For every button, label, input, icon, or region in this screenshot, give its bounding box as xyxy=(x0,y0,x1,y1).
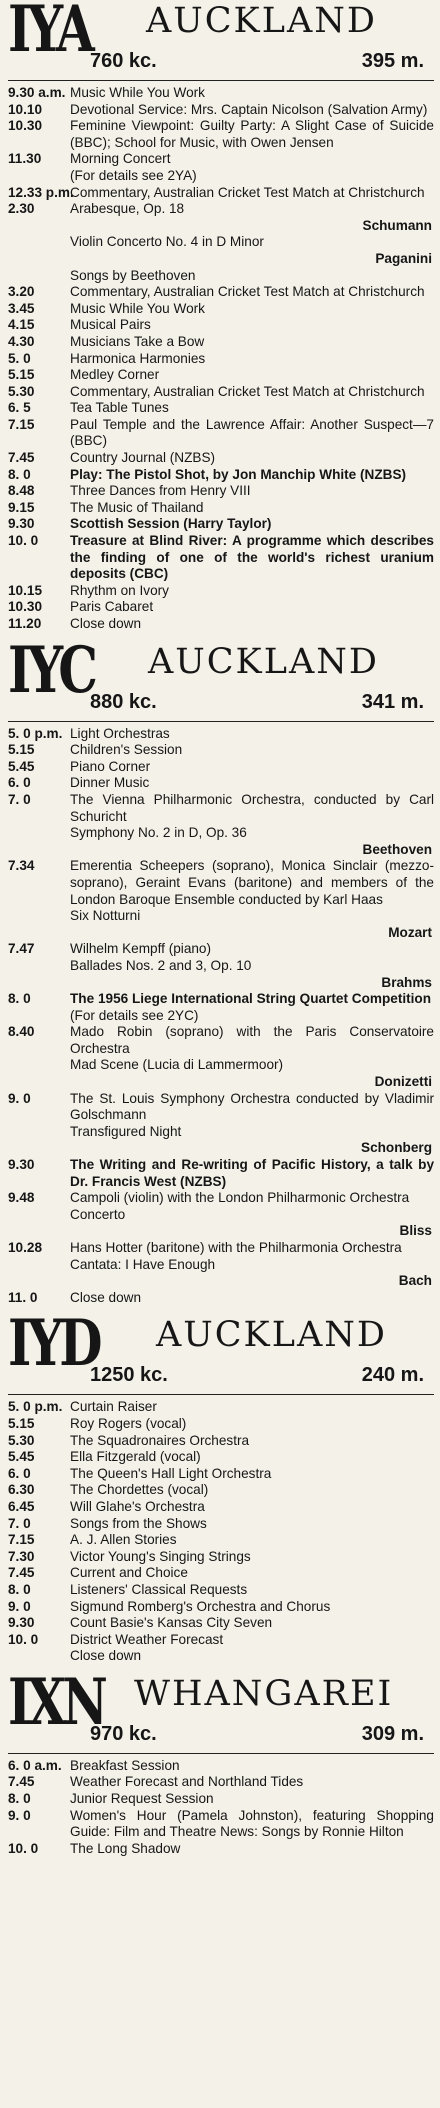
programme-title: Campoli (violin) with the London Philharmonic Orchestra xyxy=(70,1190,410,1206)
programme-title: Dinner Music xyxy=(70,775,150,791)
station-header xyxy=(8,632,434,722)
station-city: AUCKLAND xyxy=(148,641,379,682)
programme-title: The Vienna Philharmonic Orchestra, conducted by Carl Schuricht xyxy=(70,791,434,824)
programme-item xyxy=(8,516,434,533)
programme-time: 9.30 a.m. xyxy=(8,85,66,100)
programme-title: Ballades Nos. 2 and 3, Op. 10 xyxy=(70,957,252,973)
programme-title: Mado Robin (soprano) with the Paris Conservatoire Orchestra xyxy=(70,1024,434,1056)
programme-item xyxy=(8,1190,434,1207)
programme-item xyxy=(8,1124,434,1157)
programme-time: 7.15 xyxy=(8,416,35,432)
programme-title: Treasure at Blind River: A programme which describes the finding of one of the world's richest uranium deposits (CBC) xyxy=(70,533,434,582)
programme-title: Piano Corner xyxy=(70,758,151,774)
programme-time: 7. 0 xyxy=(8,791,31,807)
station-callsign: IXN xyxy=(8,1664,105,1740)
station-callsign: IYD xyxy=(8,1306,99,1382)
programme-time: 9.48 xyxy=(8,1190,35,1206)
programme-time: 8.40 xyxy=(8,1024,35,1040)
programme-time: 8. 0 xyxy=(8,466,31,482)
programme-item xyxy=(8,268,434,285)
programme-item xyxy=(8,1648,434,1665)
programme-item xyxy=(8,367,434,384)
programme-item xyxy=(8,825,434,858)
programme-time: 10.30 xyxy=(8,599,43,615)
programme-title: Current and Choice xyxy=(70,1565,188,1581)
programme-title: A. J. Allen Stories xyxy=(70,1532,177,1548)
programme-title: Tea Table Tunes xyxy=(70,400,169,416)
programme-title: Commentary, Australian Cricket Test Match at Christchurch xyxy=(70,284,425,300)
programme-title: Wilhelm Kempff (piano) xyxy=(70,941,212,957)
station-frequency: 760 kc. xyxy=(90,50,157,72)
programme-item xyxy=(8,1774,434,1791)
programme-item xyxy=(8,1532,434,1549)
programme-title: Listeners' Classical Requests xyxy=(70,1581,248,1597)
programme-title: Commentary, Australian Cricket Test Match at Christchurch xyxy=(70,184,425,200)
programme-title: Victor Young's Singing Strings xyxy=(70,1548,251,1564)
programme-title: District Weather Forecast xyxy=(70,1631,224,1647)
programme-item xyxy=(8,1516,434,1533)
programme-item xyxy=(8,726,434,743)
programme-title: Six Notturni xyxy=(70,908,141,924)
programme-title: Transfigured Night xyxy=(70,1123,182,1139)
programme-item xyxy=(8,118,434,151)
programme-item xyxy=(8,317,434,334)
station-frequency: 1250 kc. xyxy=(90,1364,168,1387)
programme-time: 6.45 xyxy=(8,1498,35,1514)
programme-title: Musicians Take a Bow xyxy=(70,333,205,349)
programme-item xyxy=(8,1499,434,1516)
programme-item xyxy=(8,1157,434,1190)
programme-time: 9. 0 xyxy=(8,1598,31,1614)
programme-time: 5. 0 p.m. xyxy=(8,1399,63,1415)
programme-title: Light Orchestras xyxy=(70,725,170,741)
programme-item xyxy=(8,1091,434,1124)
programme-item xyxy=(8,1399,434,1416)
programme-title: Weather Forecast and Northland Tides xyxy=(70,1774,304,1790)
programme-time: 7. 0 xyxy=(8,1515,31,1531)
programme-title: Cantata: I Have Enough xyxy=(70,1256,216,1272)
programme-item xyxy=(8,1632,434,1649)
programme-item xyxy=(8,1008,434,1025)
programme-title: The Long Shadow xyxy=(70,1840,181,1856)
programme-item xyxy=(8,1791,434,1808)
programme-list xyxy=(8,1758,434,1858)
programme-item xyxy=(8,1758,434,1775)
programme-item xyxy=(8,1290,434,1307)
programme-item xyxy=(8,1207,434,1240)
programme-item xyxy=(8,1240,434,1257)
programme-title: Songs from the Shows xyxy=(70,1515,207,1531)
programme-title: Harmonica Harmonies xyxy=(70,350,206,366)
programme-item xyxy=(8,1449,434,1466)
programme-title: Will Glahe's Orchestra xyxy=(70,1498,205,1514)
programme-title: Ella Fitzgerald (vocal) xyxy=(70,1449,201,1465)
programme-time: 7.47 xyxy=(8,941,35,957)
programme-item xyxy=(8,742,434,759)
programme-title: Music While You Work xyxy=(70,85,205,100)
programme-item xyxy=(8,941,434,958)
programme-title: Three Dances from Henry VIII xyxy=(70,483,251,499)
programme-item xyxy=(8,417,434,450)
programme-time: 5.15 xyxy=(8,742,35,758)
programme-title: Play: The Pistol Shot, by Jon Manchip White (NZBS) xyxy=(70,466,407,482)
programme-item xyxy=(8,599,434,616)
composer-name: Beethoven xyxy=(362,841,432,857)
programme-title: Arabesque, Op. 18 xyxy=(70,201,185,217)
programme-title: Feminine Viewpoint: Guilty Party: A Slight Case of Suicide (BBC); School for Music, with Owen Jensen xyxy=(70,118,434,150)
programme-item xyxy=(8,85,434,102)
programme-time: 3.20 xyxy=(8,284,35,300)
programme-time: 6. 5 xyxy=(8,400,31,416)
programme-title: Music While You Work xyxy=(70,300,205,316)
station-frequency: 970 kc. xyxy=(90,1722,157,1745)
programme-title: Count Basie's Kansas City Seven xyxy=(70,1615,273,1631)
programme-title: Musical Pairs xyxy=(70,317,151,333)
programme-time: 10.28 xyxy=(8,1240,43,1255)
programme-item xyxy=(8,792,434,825)
programme-title: Paul Temple and the Lawrence Affair: Another Suspect—7 (BBC) xyxy=(70,416,434,449)
programme-item xyxy=(8,1482,434,1499)
programme-title: Mad Scene (Lucia di Lammermoor) xyxy=(70,1057,284,1073)
programme-title: (For details see 2YA) xyxy=(70,167,197,183)
station-wavelength: 395 m. xyxy=(361,50,424,72)
programme-item xyxy=(8,1057,434,1090)
programme-item xyxy=(8,775,434,792)
programme-title: Rhythm on Ivory xyxy=(70,582,169,598)
programme-time: 8. 0 xyxy=(8,991,31,1007)
programme-item xyxy=(8,908,434,941)
programme-title: Symphony No. 2 in D, Op. 36 xyxy=(70,825,247,841)
programme-title: Close down xyxy=(70,1648,142,1664)
programme-time: 11.30 xyxy=(8,151,42,167)
programme-title: Scottish Session (Harry Taylor) xyxy=(70,516,272,532)
programme-item xyxy=(8,301,434,318)
programme-time: 9.30 xyxy=(8,516,35,532)
programme-title: Roy Rogers (vocal) xyxy=(70,1415,187,1431)
programme-title: Curtain Raiser xyxy=(70,1399,157,1415)
programme-item xyxy=(8,1582,434,1599)
programme-title: Women's Hour (Pamela Johnston), featuring Shopping Guide: Film and Theatre News: Songs by Ronnie Hilton xyxy=(70,1807,434,1840)
programme-item xyxy=(8,1615,434,1632)
programme-title: Commentary, Australian Cricket Test Match at Christchurch xyxy=(70,383,425,399)
programme-time: 10. 0 xyxy=(8,1631,39,1647)
programme-time: 9. 0 xyxy=(8,1807,31,1823)
programme-time: 6. 0 xyxy=(8,775,31,791)
composer-name: Bach xyxy=(398,1273,432,1289)
programme-title: Medley Corner xyxy=(70,367,160,383)
programme-title: Concerto xyxy=(70,1206,126,1222)
programme-time: 7.34 xyxy=(8,858,35,874)
programme-item xyxy=(8,1024,434,1057)
programme-item xyxy=(8,1257,434,1290)
programme-time: 10.10 xyxy=(8,101,43,117)
programme-title: Morning Concert xyxy=(70,151,171,167)
programme-item xyxy=(8,483,434,500)
programme-time: 5.30 xyxy=(8,383,35,399)
programme-title: Junior Request Session xyxy=(70,1791,214,1807)
programme-item xyxy=(8,991,434,1008)
programme-item xyxy=(8,759,434,776)
programme-item xyxy=(8,1433,434,1450)
programme-item xyxy=(8,1466,434,1483)
programme-time: 7.45 xyxy=(8,1774,35,1790)
station-section xyxy=(8,1306,434,1665)
programme-time: 2.30 xyxy=(8,201,35,217)
programme-item xyxy=(8,1416,434,1433)
station-callsign: IYA xyxy=(8,0,91,67)
programme-title: Close down xyxy=(70,616,142,631)
programme-time: 11. 0 xyxy=(8,1289,38,1305)
station-wavelength: 309 m. xyxy=(361,1722,424,1745)
station-city: AUCKLAND xyxy=(156,1315,387,1356)
programme-time: 8. 0 xyxy=(8,1791,31,1807)
programme-title: The Writing and Re-writing of Pacific History, a talk by Dr. Francis West (NZBS) xyxy=(70,1157,434,1189)
programme-time: 5.30 xyxy=(8,1432,35,1448)
programme-time: 8. 0 xyxy=(8,1581,31,1597)
programme-time: 9.30 xyxy=(8,1615,35,1631)
programme-item xyxy=(8,1565,434,1582)
station-section xyxy=(8,0,434,633)
programme-time: 6.30 xyxy=(8,1482,35,1498)
programme-time: 11.20 xyxy=(8,616,42,631)
station-wavelength: 341 m. xyxy=(361,690,424,713)
programme-title: Violin Concerto No. 4 in D Minor xyxy=(70,234,264,250)
station-header xyxy=(8,0,434,81)
programme-time: 5. 0 xyxy=(8,350,31,366)
programme-item xyxy=(8,400,434,417)
composer-name: Mozart xyxy=(388,924,432,940)
programme-time: 10.30 xyxy=(8,118,43,134)
programme-item xyxy=(8,1841,434,1858)
composer-name: Bliss xyxy=(399,1223,432,1239)
programme-title: Songs by Beethoven xyxy=(70,267,196,283)
programme-item xyxy=(8,583,434,600)
composer-name: Schonberg xyxy=(361,1140,432,1156)
programme-time: 10.15 xyxy=(8,582,43,598)
programme-item xyxy=(8,958,434,991)
programme-item xyxy=(8,500,434,517)
programme-title: The Music of Thailand xyxy=(70,499,204,515)
programme-title: Sigmund Romberg's Orchestra and Chorus xyxy=(70,1598,331,1614)
programme-title: Devotional Service: Mrs. Captain Nicolson (Salvation Army) xyxy=(70,101,428,117)
station-frequency: 880 kc. xyxy=(90,690,157,713)
programme-time: 9.15 xyxy=(8,499,35,515)
programme-item xyxy=(8,1549,434,1566)
composer-name: Donizetti xyxy=(374,1074,432,1090)
programme-time: 3.45 xyxy=(8,300,35,316)
station-header xyxy=(8,1306,434,1395)
programme-title: The Chordettes (vocal) xyxy=(70,1482,209,1498)
programme-item xyxy=(8,1808,434,1841)
station-header xyxy=(8,1664,434,1754)
composer-name: Paganini xyxy=(375,250,432,266)
programme-time: 5.45 xyxy=(8,1449,35,1465)
station-callsign: IYC xyxy=(8,632,95,708)
programme-time: 5.15 xyxy=(8,1415,35,1431)
programme-title: Breakfast Session xyxy=(70,1757,180,1773)
programme-time: 8.48 xyxy=(8,483,35,499)
programme-list xyxy=(8,85,434,633)
programme-title: Paris Cabaret xyxy=(70,599,154,615)
programme-item xyxy=(8,351,434,368)
programme-item xyxy=(8,284,434,301)
programme-item xyxy=(8,384,434,401)
programme-time: 7.45 xyxy=(8,1565,35,1581)
programme-item xyxy=(8,1599,434,1616)
programme-time: 6. 0 xyxy=(8,1465,31,1481)
programme-item xyxy=(8,168,434,185)
programme-title: Emerentia Scheepers (soprano), Monica Sinclair (mezzo-soprano), Geraint Evans (baritone) and members of the London Baroque Ensemble conducted by Karl Haas xyxy=(70,858,434,907)
programme-time: 5. 0 p.m. xyxy=(8,725,63,741)
station-wavelength: 240 m. xyxy=(361,1364,424,1387)
programme-title: Country Journal (NZBS) xyxy=(70,450,216,466)
programme-time: 6. 0 a.m. xyxy=(8,1757,62,1773)
programme-item xyxy=(8,616,434,633)
programme-time: 7.30 xyxy=(8,1548,35,1564)
programme-time: 12.33 p.m. xyxy=(8,184,74,200)
station-section xyxy=(8,632,434,1307)
programme-item xyxy=(8,234,434,267)
programme-time: 10. 0 xyxy=(8,533,39,549)
programme-time: 5.45 xyxy=(8,758,35,774)
composer-name: Schumann xyxy=(362,217,432,233)
programme-item xyxy=(8,467,434,484)
composer-name: Brahms xyxy=(381,974,432,990)
station-city: AUCKLAND xyxy=(146,1,377,41)
programme-item xyxy=(8,858,434,908)
programme-time: 5.15 xyxy=(8,367,35,383)
programme-title: The 1956 Liege International String Quartet Competition xyxy=(70,991,432,1007)
programme-time: 7.45 xyxy=(8,450,35,466)
programme-title: Hans Hotter (baritone) with the Philharmonia Orchestra xyxy=(70,1240,402,1255)
programme-time: 4.30 xyxy=(8,333,35,349)
programme-time: 9. 0 xyxy=(8,1090,31,1106)
station-section xyxy=(8,1664,434,1858)
programme-title: The Queen's Hall Light Orchestra xyxy=(70,1465,272,1481)
programme-item xyxy=(8,533,434,583)
programme-item xyxy=(8,334,434,351)
programme-item xyxy=(8,151,434,168)
programme-title: The Squadronaires Orchestra xyxy=(70,1432,250,1448)
programme-list xyxy=(8,1399,434,1665)
programme-item xyxy=(8,450,434,467)
programme-item xyxy=(8,185,434,202)
programme-title: The St. Louis Symphony Orchestra conducted by Vladimir Golschmann xyxy=(70,1090,434,1123)
programme-time: 7.15 xyxy=(8,1532,35,1548)
programme-item xyxy=(8,102,434,119)
programme-title: (For details see 2YC) xyxy=(70,1007,199,1023)
station-city: WHANGAREI xyxy=(134,1673,394,1714)
programme-item xyxy=(8,201,434,234)
programme-list xyxy=(8,726,434,1307)
programme-title: Close down xyxy=(70,1289,142,1305)
programme-title: Children's Session xyxy=(70,742,183,758)
programme-time: 9.30 xyxy=(8,1157,35,1173)
programme-time: 10. 0 xyxy=(8,1840,39,1856)
programme-time: 4.15 xyxy=(8,317,35,333)
